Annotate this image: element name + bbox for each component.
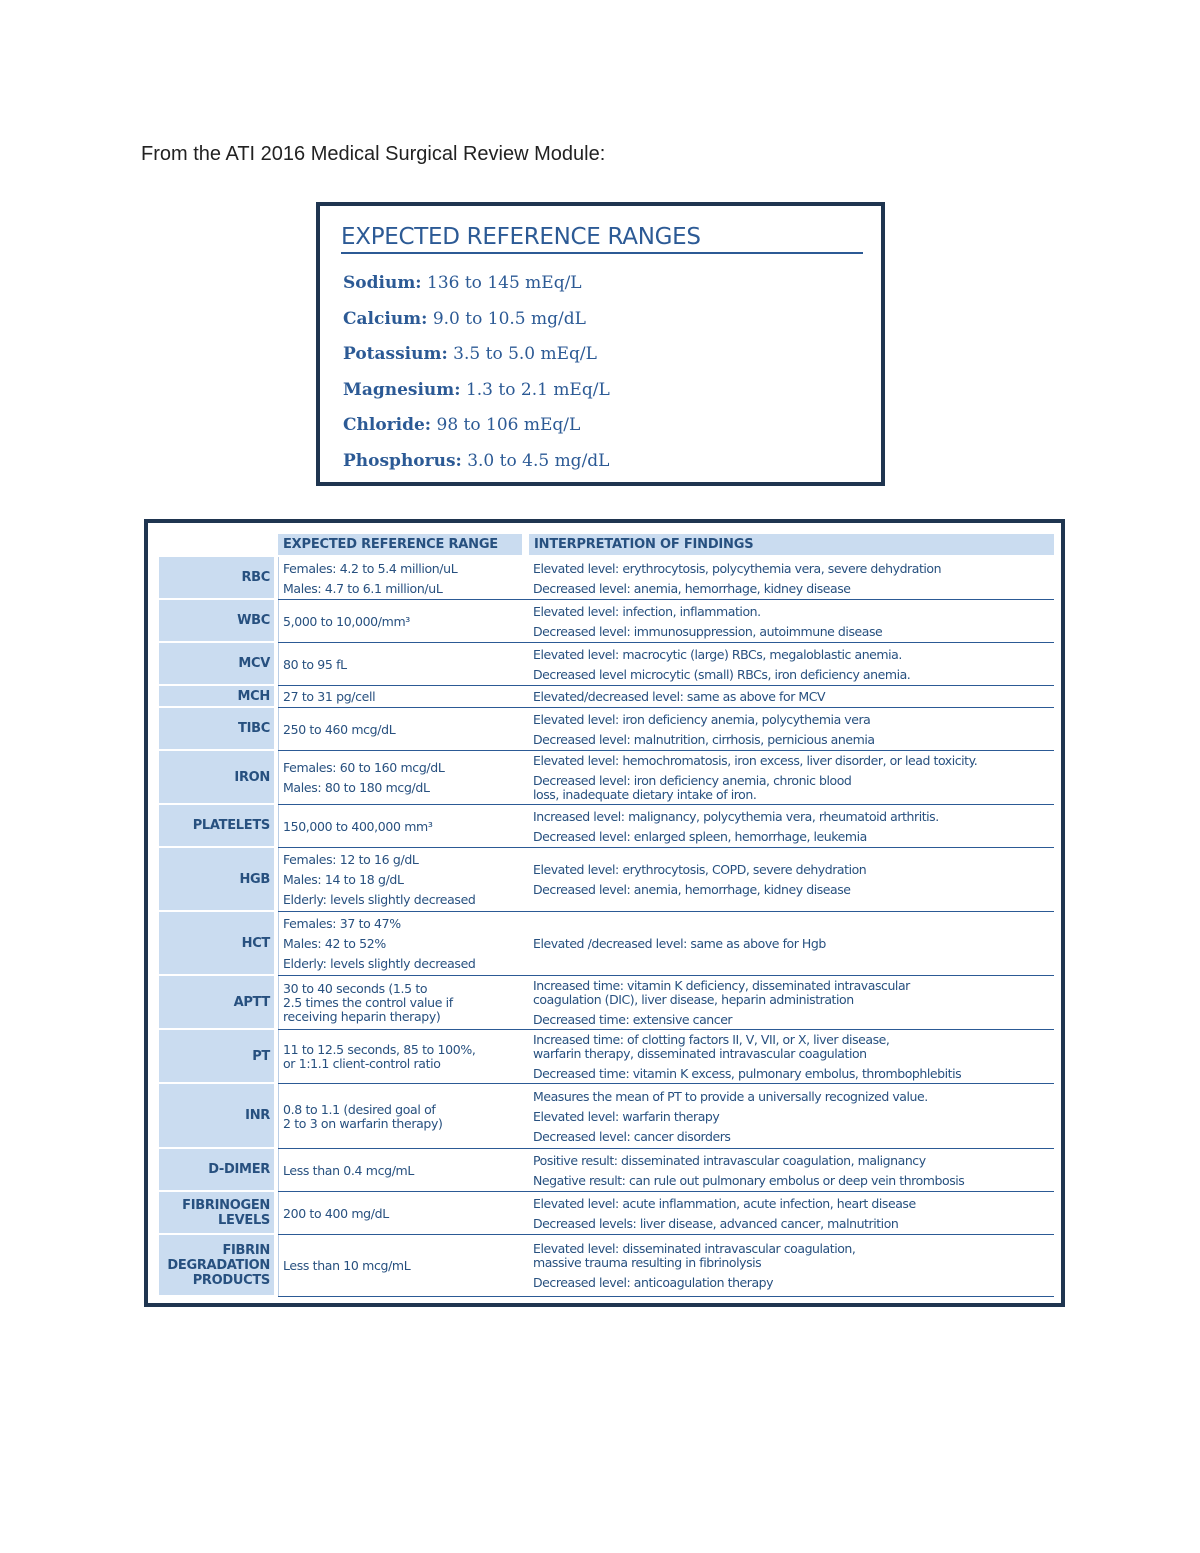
interpretation-line: Decreased level: anemia, hemorrhage, kidney disease xyxy=(533,580,851,596)
electrolyte-ranges-box xyxy=(316,202,885,486)
range-line: Females: 4.2 to 5.4 million/uL xyxy=(283,560,458,576)
interpretation-line: Negative result: can rule out pulmonary embolus or deep vein thrombosis xyxy=(533,1172,965,1188)
electrolyte-value: 98 to 106 mEq/L xyxy=(431,415,581,436)
range-line: 250 to 460 mcg/dL xyxy=(283,721,396,737)
range-line: 27 to 31 pg/cell xyxy=(283,689,376,704)
range-line: Males: 42 to 52% xyxy=(283,936,386,951)
row-label: FIBRINOGEN LEVELS xyxy=(182,1197,270,1228)
table-row xyxy=(159,1149,1054,1192)
row-label: APTT xyxy=(233,994,270,1010)
table-row xyxy=(159,1235,1054,1297)
row-label: IRON xyxy=(234,769,270,785)
lab-table-grid xyxy=(159,534,1050,1292)
range-line: Males: 4.7 to 6.1 million/uL xyxy=(283,580,443,596)
range-cell xyxy=(278,912,522,976)
row-label: PLATELETS xyxy=(192,818,270,833)
table-row xyxy=(159,1192,1054,1235)
interpretation-line: Elevated level: infection, inflammation. xyxy=(533,603,761,619)
row-divider xyxy=(278,1296,1054,1297)
interpretation-cell xyxy=(529,805,1054,848)
interpretation-line: Decreased level: malnutrition, cirrhosis, pernicious anemia xyxy=(533,731,875,747)
interpretation-line: Elevated level: acute inflammation, acute infection, heart disease xyxy=(533,1195,916,1211)
electrolyte-list xyxy=(343,266,610,480)
row-label-cell xyxy=(159,805,274,846)
electrolyte-value: 3.5 to 5.0 mEq/L xyxy=(447,344,597,365)
interpretation-line: Decreased time: extensive cancer xyxy=(533,1012,733,1027)
table-row xyxy=(159,751,1054,805)
row-label-cell xyxy=(159,848,274,910)
range-line: 150,000 to 400,000 mm³ xyxy=(283,818,433,834)
table-row xyxy=(159,1084,1054,1149)
interpretation-line: Elevated /decreased level: same as above for Hgb xyxy=(533,936,826,951)
row-label-cell xyxy=(159,643,274,684)
range-line: 30 to 40 seconds (1.5 to 2.5 times the control value if receiving heparin therapy) xyxy=(283,981,453,1024)
range-line: Less than 0.4 mcg/mL xyxy=(283,1162,415,1178)
range-line: 80 to 95 fL xyxy=(283,656,347,672)
row-label-cell xyxy=(159,751,274,803)
range-cell xyxy=(278,751,522,805)
interpretation-line: Elevated level: erythrocytosis, COPD, severe dehydration xyxy=(533,862,867,877)
range-cell xyxy=(278,600,522,643)
row-label: TIBC xyxy=(238,721,270,736)
row-label-cell xyxy=(159,1084,274,1147)
row-label-cell xyxy=(159,976,274,1028)
interpretation-cell xyxy=(529,1149,1054,1192)
range-cell xyxy=(278,643,522,686)
interpretation-line: Decreased levels: liver disease, advanced cancer, malnutrition xyxy=(533,1215,899,1231)
interpretation-cell xyxy=(529,976,1054,1030)
interpretation-cell xyxy=(529,1192,1054,1235)
interpretation-cell xyxy=(529,600,1054,643)
table-row xyxy=(159,1030,1054,1084)
interpretation-cell xyxy=(529,848,1054,912)
row-label: MCH xyxy=(237,688,270,704)
range-cell xyxy=(278,1192,522,1235)
interpretation-line: Elevated level: iron deficiency anemia, polycythemia vera xyxy=(533,711,871,727)
range-cell xyxy=(278,686,522,708)
row-label-cell xyxy=(159,686,274,706)
electrolyte-row xyxy=(343,408,610,444)
interpretation-line: Elevated level: hemochromatosis, iron excess, liver disorder, or lead toxicity. xyxy=(533,753,978,768)
interpretation-cell xyxy=(529,708,1054,751)
interpretation-line: Elevated level: macrocytic (large) RBCs, megaloblastic anemia. xyxy=(533,646,902,662)
interpretation-line: Elevated/decreased level: same as above for MCV xyxy=(533,689,826,704)
row-label-cell xyxy=(159,912,274,974)
interpretation-cell xyxy=(529,1084,1054,1149)
electrolyte-row xyxy=(343,337,610,373)
electrolyte-name: Potassium: xyxy=(343,344,448,365)
row-label: FIBRIN DEGRADATION PRODUCTS xyxy=(167,1242,270,1288)
interpretation-line: Decreased level: cancer disorders xyxy=(533,1128,731,1144)
table-row xyxy=(159,600,1054,643)
range-line: Less than 10 mcg/mL xyxy=(283,1258,411,1273)
range-line: Females: 37 to 47% xyxy=(283,916,401,931)
table-row xyxy=(159,912,1054,976)
table-row xyxy=(159,848,1054,912)
range-line: Females: 60 to 160 mcg/dL xyxy=(283,760,445,775)
table-row xyxy=(159,686,1054,708)
electrolyte-name: Phosphorus: xyxy=(343,450,462,471)
electrolyte-value: 136 to 145 mEq/L xyxy=(421,273,582,293)
interpretation-cell xyxy=(529,912,1054,976)
interpretation-cell xyxy=(529,557,1054,600)
interpretation-line: Decreased level: enlarged spleen, hemorrhage, leukemia xyxy=(533,828,867,844)
interpretation-line: Elevated level: disseminated intravascular coagulation, massive trauma resulting in fibrinolysis xyxy=(533,1241,856,1270)
electrolyte-name: Magnesium: xyxy=(343,379,461,400)
row-label-cell xyxy=(159,1235,274,1295)
interpretation-line: Increased level: malignancy, polycythemia vera, rheumatoid arthritis. xyxy=(533,808,939,824)
range-line: 5,000 to 10,000/mm³ xyxy=(283,613,410,629)
interpretation-cell xyxy=(529,751,1054,805)
interpretation-line: Decreased level: iron deficiency anemia, chronic blood loss, inadequate dietary intake of iron. xyxy=(533,773,852,802)
range-line: 11 to 12.5 seconds, 85 to 100%, or 1:1.1 client-control ratio xyxy=(283,1042,476,1071)
interpretation-cell xyxy=(529,1235,1054,1297)
range-line: Elderly: levels slightly decreased xyxy=(283,892,476,907)
row-label: MCV xyxy=(238,656,270,671)
row-label: HGB xyxy=(239,871,270,887)
table-row xyxy=(159,805,1054,848)
interpretation-line: Decreased level: anticoagulation therapy xyxy=(533,1275,774,1290)
interpretation-line: Decreased level microcytic (small) RBCs, iron deficiency anemia. xyxy=(533,666,911,682)
range-line: Males: 14 to 18 g/dL xyxy=(283,872,404,887)
row-label: RBC xyxy=(241,570,270,585)
interpretation-line: Elevated level: warfarin therapy xyxy=(533,1108,720,1124)
interpretation-line: Increased time: vitamin K deficiency, disseminated intravascular coagulation (DIC), liver disease, heparin administration xyxy=(533,978,910,1007)
interpretation-line: Positive result: disseminated intravascular coagulation, malignancy xyxy=(533,1152,926,1168)
row-label-cell xyxy=(159,1192,274,1233)
interpretation-line: Increased time: of clotting factors II, V, VII, or X, liver disease, warfarin therapy, disseminated intravascular coagulation xyxy=(533,1032,890,1061)
range-cell xyxy=(278,557,522,600)
table-row xyxy=(159,557,1054,600)
table-row xyxy=(159,976,1054,1030)
range-cell xyxy=(278,1149,522,1192)
row-label: WBC xyxy=(237,613,270,628)
range-cell xyxy=(278,1030,522,1084)
row-label-cell xyxy=(159,708,274,749)
electrolyte-value: 9.0 to 10.5 mg/dL xyxy=(427,308,586,329)
range-line: 200 to 400 mg/dL xyxy=(283,1205,389,1221)
table-row xyxy=(159,643,1054,686)
range-line: Elderly: levels slightly decreased xyxy=(283,956,476,971)
electrolyte-name: Calcium: xyxy=(343,308,428,329)
interpretation-cell xyxy=(529,1030,1054,1084)
row-label: D-DIMER xyxy=(208,1162,270,1177)
row-label: INR xyxy=(245,1108,270,1123)
intro-text: From the ATI 2016 Medical Surgical Review Module: xyxy=(141,143,606,165)
range-cell xyxy=(278,805,522,848)
row-label: HCT xyxy=(241,935,270,951)
range-cell xyxy=(278,976,522,1030)
row-label: PT xyxy=(252,1048,270,1064)
header-expected-range: EXPECTED REFERENCE RANGE xyxy=(278,534,522,555)
range-line: Males: 80 to 180 mcg/dL xyxy=(283,780,430,795)
range-cell xyxy=(278,1235,522,1297)
interpretation-line: Measures the mean of PT to provide a universally recognized value. xyxy=(533,1088,928,1104)
electrolyte-row xyxy=(343,266,610,302)
interpretation-line: Elevated level: erythrocytosis, polycythemia vera, severe dehydration xyxy=(533,560,942,576)
electrolyte-value: 1.3 to 2.1 mEq/L xyxy=(460,379,610,400)
interpretation-line: Decreased level: anemia, hemorrhage, kidney disease xyxy=(533,882,851,897)
electrolyte-name: Chloride: xyxy=(343,415,432,436)
row-label-cell xyxy=(159,1149,274,1190)
row-label-cell xyxy=(159,557,274,598)
range-cell xyxy=(278,708,522,751)
row-label-cell xyxy=(159,600,274,641)
row-label-cell xyxy=(159,1030,274,1082)
interpretation-cell xyxy=(529,643,1054,686)
electrolyte-name: Sodium: xyxy=(343,273,422,293)
lab-reference-table xyxy=(144,519,1065,1307)
interpretation-line: Decreased level: immunosuppression, autoimmune disease xyxy=(533,623,883,639)
range-cell xyxy=(278,848,522,912)
electrolyte-row xyxy=(343,302,610,338)
header-interpretation: INTERPRETATION OF FINDINGS xyxy=(529,534,1054,555)
range-cell xyxy=(278,1084,522,1149)
interpretation-line: Decreased time: vitamin K excess, pulmonary embolus, thrombophlebitis xyxy=(533,1066,962,1081)
electrolyte-row xyxy=(343,444,610,480)
electrolyte-ranges-title: EXPECTED REFERENCE RANGES xyxy=(341,224,863,254)
electrolyte-value: 3.0 to 4.5 mg/dL xyxy=(461,450,610,471)
table-row xyxy=(159,708,1054,751)
interpretation-cell xyxy=(529,686,1054,708)
range-line: 0.8 to 1.1 (desired goal of 2 to 3 on warfarin therapy) xyxy=(283,1101,443,1131)
range-line: Females: 12 to 16 g/dL xyxy=(283,852,419,867)
electrolyte-row xyxy=(343,373,610,409)
